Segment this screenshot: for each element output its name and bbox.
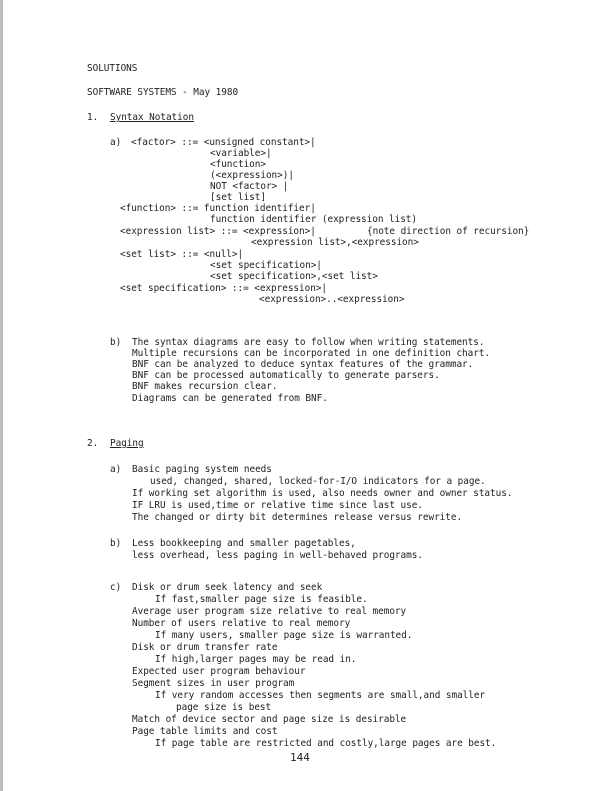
q2-c-label: c) [110,582,122,593]
q2-c-line: Disk or drum transfer rate [132,642,278,653]
q2-c-line: If many users, smaller page size is warranted. [155,630,413,641]
q2-c-line: Disk or drum seek latency and seek [132,582,323,593]
q2-a-label: a) [110,464,122,475]
q1-a-line: <set specification>| [210,260,322,271]
q1-b-line: BNF can be analyzed to deduce syntax features of the grammar. [132,359,474,370]
q2-a-line: Basic paging system needs [132,464,272,475]
q1-a-line: <factor> ::= <unsigned constant>| [131,137,316,148]
q2-c-line: If page table are restricted and costly,large pages are best. [155,738,497,749]
q1-a-line: (<expression>)| [210,170,294,181]
q1-a-line: <function> ::= function identifier| [120,203,316,214]
q1-heading: Syntax Notation [110,112,194,123]
q1-a-line: <set list> ::= <null>| [120,249,244,260]
q1-b-line: BNF can be processed automatically to generate parsers. [132,370,440,381]
q1-b-line: BNF makes recursion clear. [132,381,278,392]
q1-a-line: <expression>..<expression> [259,294,405,305]
q2-c-line: page size is best [176,702,272,713]
q2-c-line: Segment sizes in user program [132,678,295,689]
q2-a-line: used, changed, shared, locked-for-I/O indicators for a page. [150,476,486,487]
q2-a-line: If working set algorithm is used, also needs owner and owner status. [132,488,513,499]
q1-a-line: <expression list>,<expression> [251,237,419,248]
q2-b-line: less overhead, less paging in well-behaved programs. [132,550,423,561]
q2-c-line: Match of device sector and page size is desirable [132,714,407,725]
q2-c-line: If high,larger pages may be read in. [155,654,357,665]
q1-a-line: NOT <factor> | [210,181,289,192]
q1-a-line: <expression list> ::= <expression>| [120,226,316,237]
q1-a-label: a) [110,137,122,148]
q1-b-line: The syntax diagrams are easy to follow when writing statements. [132,337,485,348]
q2-c-line: If very random accesses then segments are small,and smaller [155,690,486,701]
q2-number: 2. [87,438,99,449]
q2-c-line: If fast,smaller page size is feasible. [155,594,368,605]
q2-b-line: Less bookkeeping and smaller pagetables, [132,538,356,549]
page-number: 144 [290,751,310,764]
q2-c-line: Page table limits and cost [132,726,278,737]
q2-c-line: Average user program size relative to real memory [132,606,407,617]
q1-b-line: Multiple recursions can be incorporated in one definition chart. [132,348,491,359]
q1-a-note: {note direction of recursion} [367,226,530,237]
q2-a-line: The changed or dirty bit determines release versus rewrite. [132,512,463,523]
q2-b-label: b) [110,538,122,549]
q2-a-line: IF LRU is used,time or relative time since last use. [132,500,423,511]
document-subtitle: SOFTWARE SYSTEMS - May 1980 [87,87,239,98]
q1-a-line: function identifier (expression list) [210,214,417,225]
q1-a-line: <function> [210,159,266,170]
q2-c-line: Number of users relative to real memory [132,618,351,629]
q1-b-label: b) [110,337,122,348]
q1-a-line: [set list] [210,192,266,203]
q1-b-line: Diagrams can be generated from BNF. [132,393,328,404]
scan-edge [0,0,3,791]
q1-a-line: <set specification> ::= <expression>| [120,283,327,294]
document-title: SOLUTIONS [87,63,138,74]
q1-a-line: <variable>| [210,148,272,159]
q2-heading: Paging [110,438,144,449]
q2-c-line: Expected user program behaviour [132,666,306,677]
q1-number: 1. [87,112,99,123]
q1-a-line: <set specification>,<set list> [210,271,378,282]
